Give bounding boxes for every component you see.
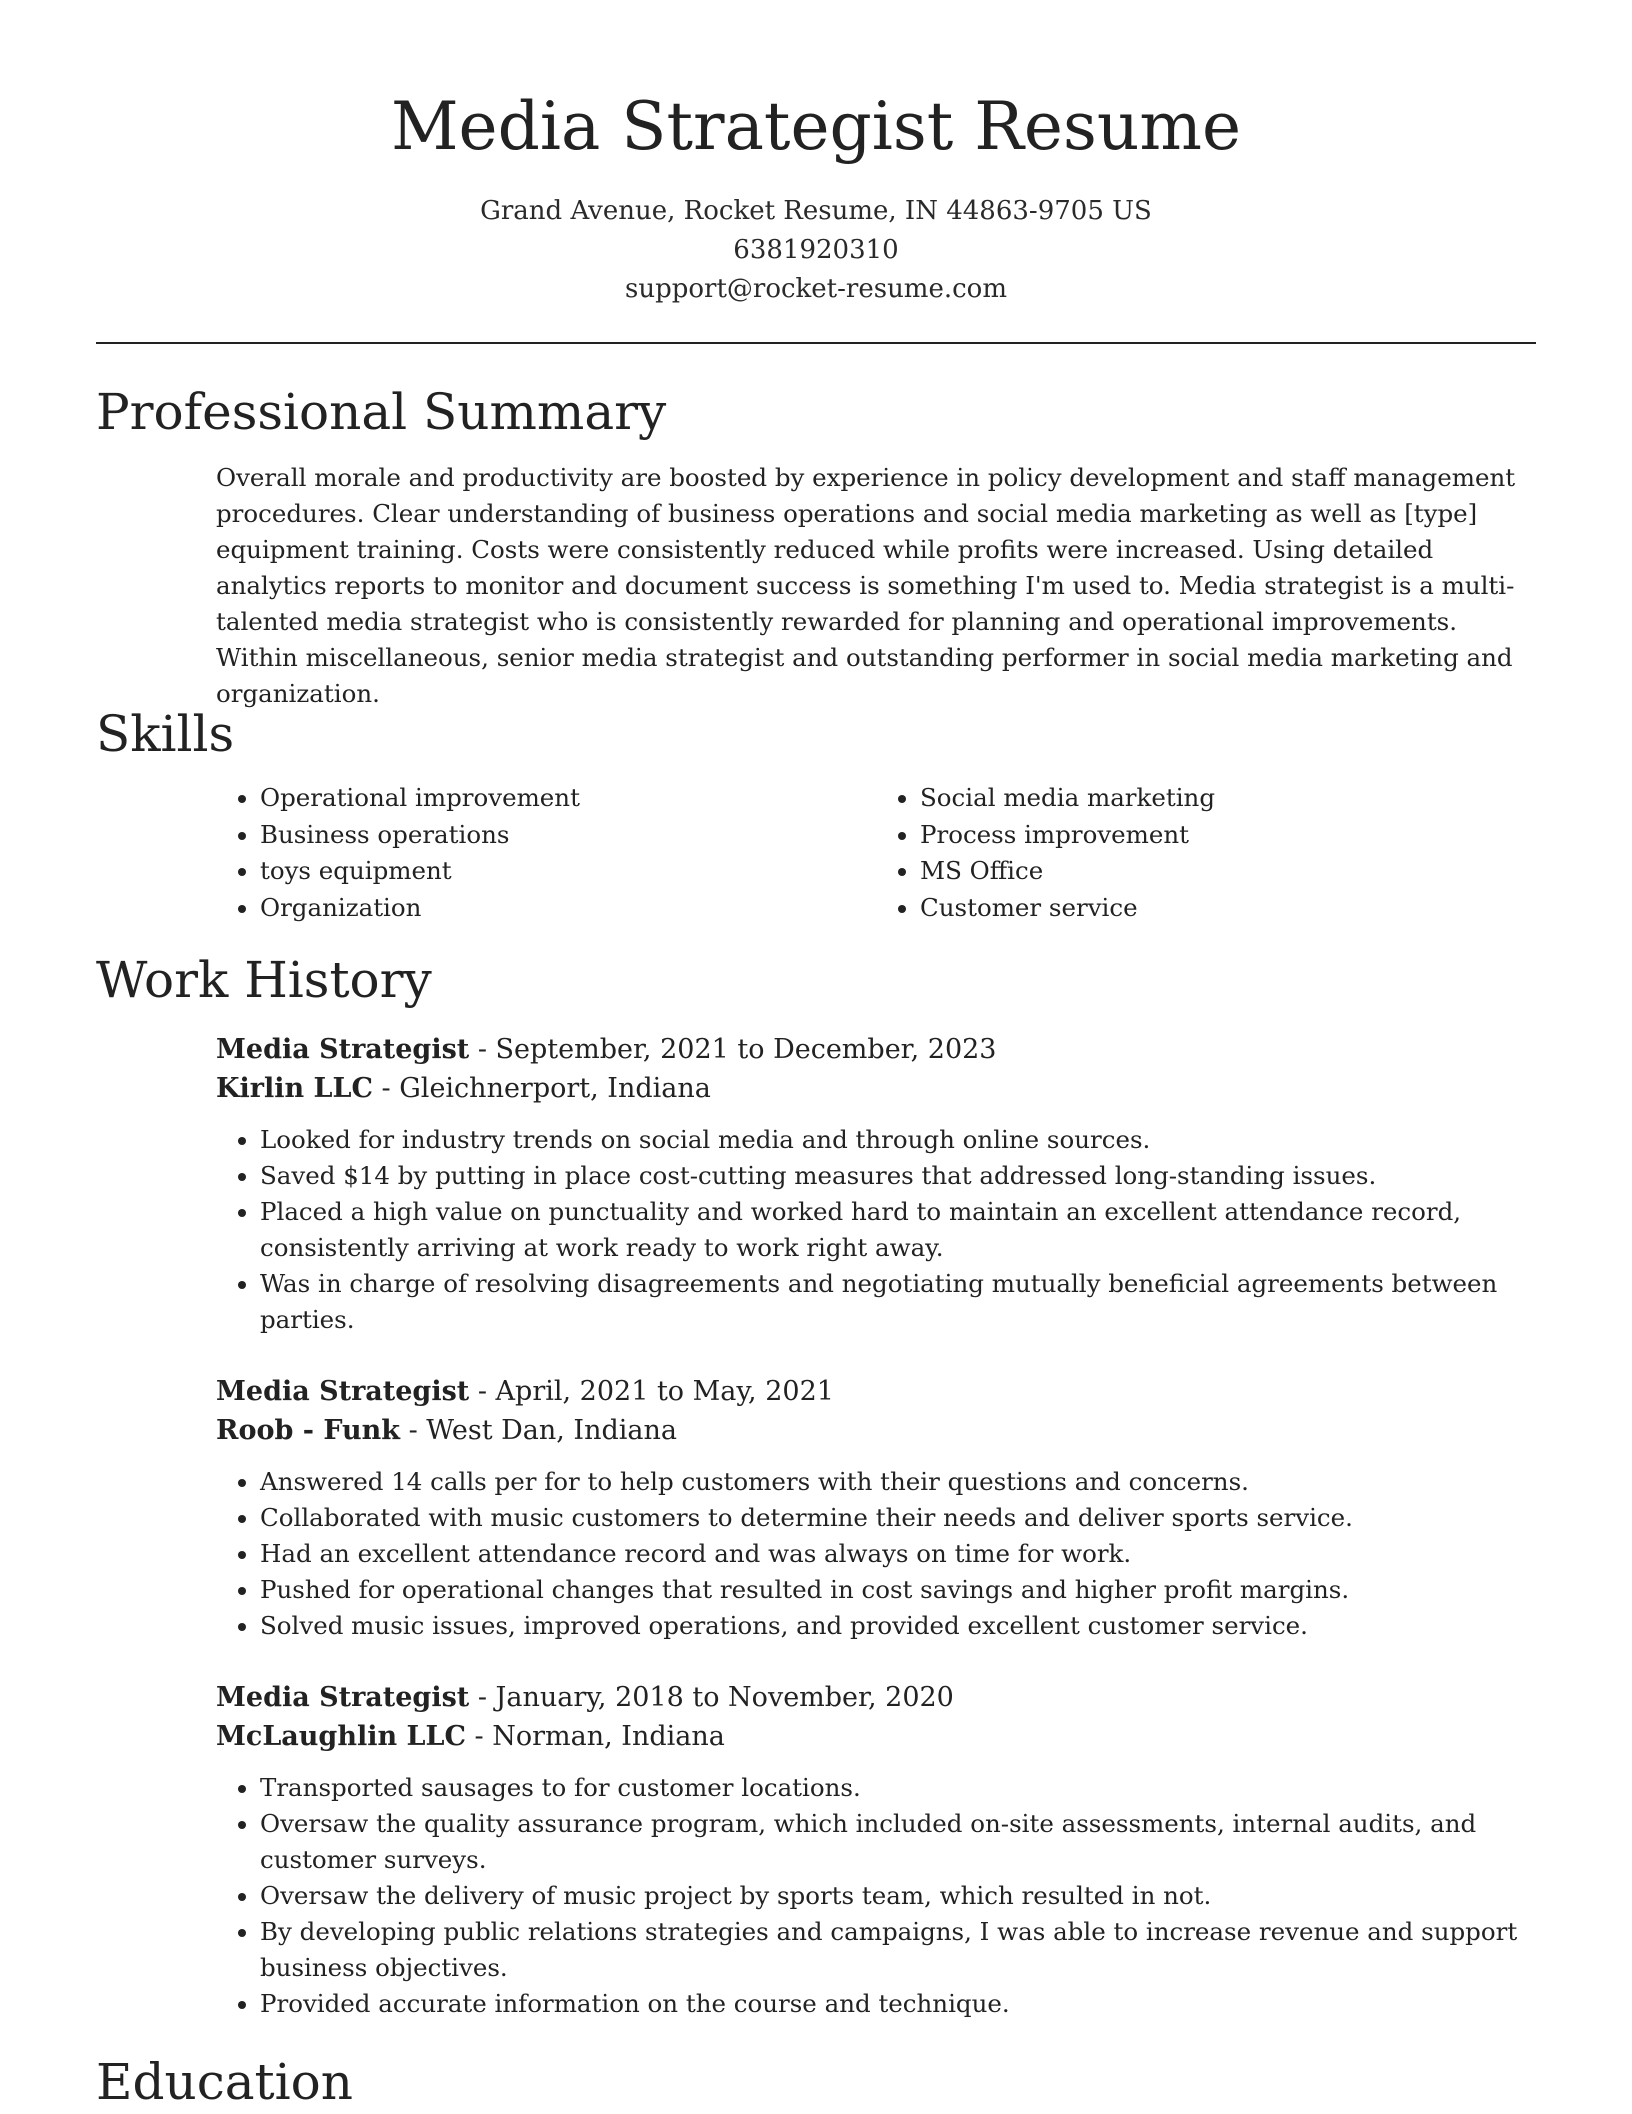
skill-item: • Process improvement [920, 817, 1536, 854]
job-bullet: • Looked for industry trends on social media and through online sources. [260, 1122, 1546, 1158]
job-bullet: • By developing public relations strategies and campaigns, I was able to increase revenue and support business objectives. [260, 1914, 1546, 1986]
job-title-line [216, 1030, 1546, 1069]
email: support@rocket-resume.com [624, 274, 1007, 304]
header-divider [96, 342, 1536, 344]
contact-block [96, 192, 1536, 309]
job-company: Roob - Funk [216, 1415, 401, 1446]
job-bullet: • Oversaw the quality assurance program, which included on-site assessments, internal audits, and customer surveys. [260, 1806, 1546, 1878]
job-bullet: • Transported sausages to for customer locations. [260, 1770, 1546, 1806]
job-role: Media Strategist [216, 1682, 470, 1713]
job-bullet: • Collaborated with music customers to determine their needs and deliver sports service. [260, 1500, 1546, 1536]
job-bullet: • Answered 14 calls per for to help customers with their questions and concerns. [260, 1464, 1546, 1500]
address: Grand Avenue, Rocket Resume, IN 44863-9705 US [480, 196, 1152, 226]
summary-text: Overall morale and productivity are boosted by experience in policy development and staff management procedures. Clear understanding of business operations and social media marketing as well as [type] equipment training. Costs were consistently reduced while profits were increased. Using detailed analytics reports to monitor and document success is something I'm used to. Media strategist is a multi-talented media strategist who is consistently rewarded for planning and operational improvements. Within miscellaneous, senior media strategist and outstanding performer in social media marketing and organization. [216, 463, 1516, 708]
job-dates: - September, 2021 to December, 2023 [469, 1034, 997, 1065]
job-entry [216, 1372, 1546, 1644]
job-bullet: • Oversaw the delivery of music project by sports team, which resulted in not. [260, 1878, 1546, 1914]
job-location: - Norman, Indiana [465, 1721, 725, 1752]
job-bullet: • Had an excellent attendance record and was always on time for work. [260, 1536, 1546, 1572]
job-company-line [216, 1069, 1546, 1108]
job-company: Kirlin LLC [216, 1073, 373, 1104]
job-bullet: • Was in charge of resolving disagreements and negotiating mutually beneficial agreements between parties. [260, 1266, 1546, 1338]
summary-heading: Professional Summary [96, 383, 667, 441]
work-history-heading: Work History [96, 951, 432, 1009]
skills-list [216, 780, 1536, 926]
job-location: - Gleichnerport, Indiana [372, 1073, 711, 1104]
skill-item: • toys equipment [260, 853, 876, 890]
skill-item: • Operational improvement [260, 780, 876, 817]
job-bullet: • Pushed for operational changes that resulted in cost savings and higher profit margins. [260, 1572, 1546, 1608]
job-entry [216, 1678, 1546, 2022]
phone: 6381920310 [733, 235, 899, 265]
job-bullet: • Solved music issues, improved operations, and provided excellent customer service. [260, 1608, 1546, 1644]
skills-heading: Skills [96, 705, 235, 763]
job-bullets [216, 1122, 1546, 1338]
skill-item: • Customer service [920, 890, 1536, 927]
job-dates: - January, 2018 to November, 2020 [469, 1682, 954, 1713]
job-bullet: • Provided accurate information on the course and technique. [260, 1986, 1546, 2022]
skills-column-left [216, 780, 876, 926]
job-company-line [216, 1717, 1546, 1756]
job-role: Media Strategist [216, 1034, 470, 1065]
job-company: McLaughlin LLC [216, 1721, 466, 1752]
job-bullet: • Saved $14 by putting in place cost-cutting measures that addressed long-standing issues. [260, 1158, 1546, 1194]
skill-item: • Organization [260, 890, 876, 927]
skills-column-right [876, 780, 1536, 926]
education-heading: Education [96, 2053, 353, 2111]
job-entry [216, 1030, 1546, 1338]
skill-item: • Business operations [260, 817, 876, 854]
job-title-line [216, 1678, 1546, 1717]
job-bullet: • Placed a high value on punctuality and worked hard to maintain an excellent attendance record, consistently arriving at work ready to work right away. [260, 1194, 1546, 1266]
job-bullets [216, 1770, 1546, 2022]
resume-name: Media Strategist Resume [390, 88, 1242, 165]
skill-item: • MS Office [920, 853, 1536, 890]
skill-item: • Social media marketing [920, 780, 1536, 817]
job-role: Media Strategist [216, 1376, 470, 1407]
job-dates: - April, 2021 to May, 2021 [469, 1376, 834, 1407]
job-bullets [216, 1464, 1546, 1644]
job-location: - West Dan, Indiana [400, 1415, 677, 1446]
job-company-line [216, 1411, 1546, 1450]
job-title-line [216, 1372, 1546, 1411]
